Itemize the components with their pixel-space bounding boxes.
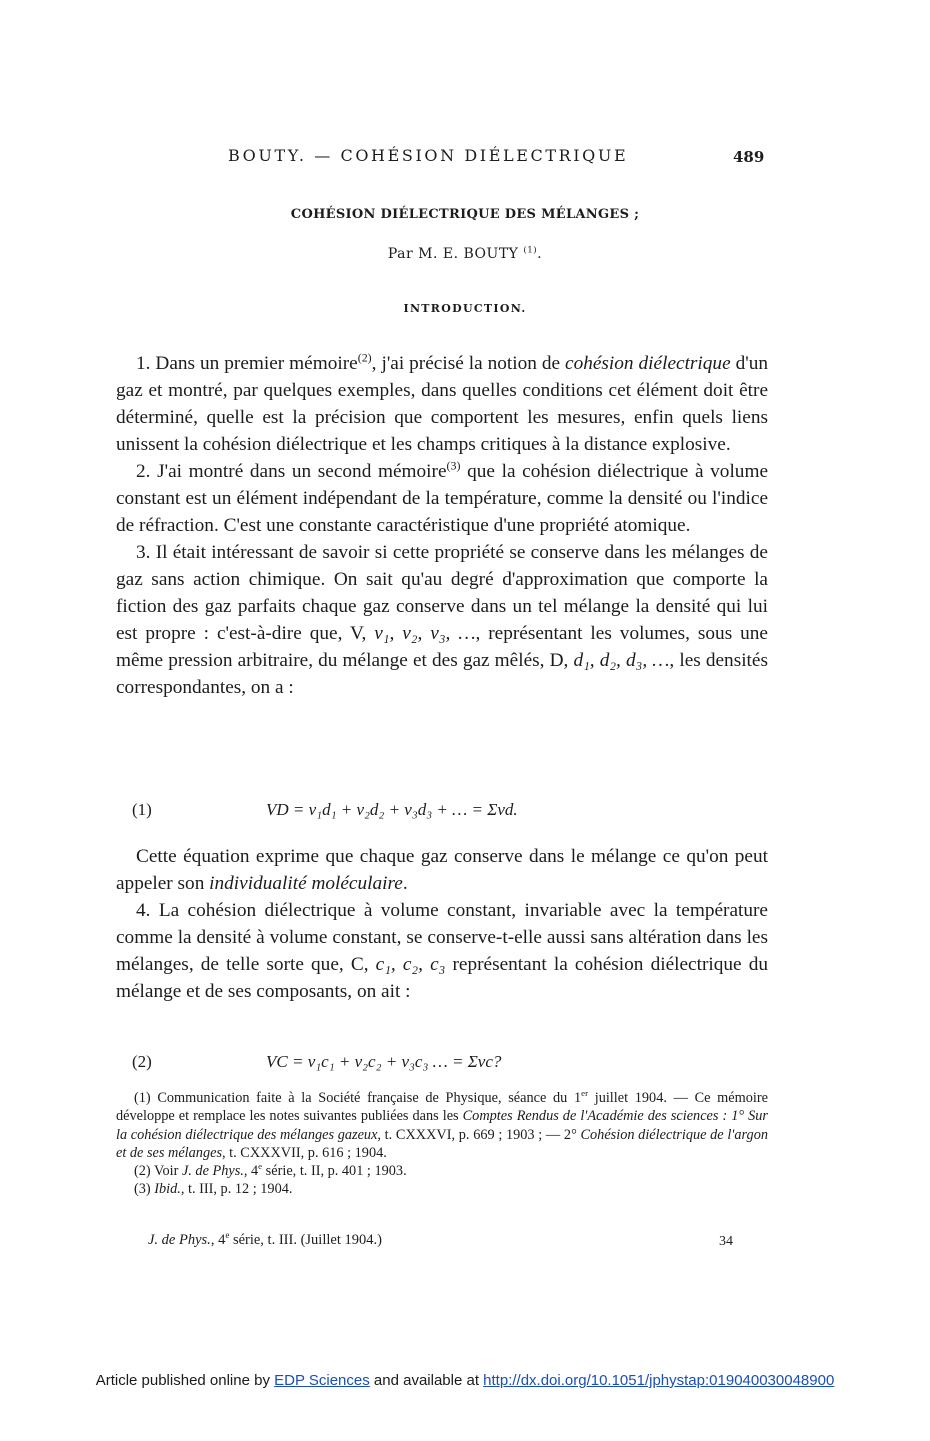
journal-name: J. de Phys. [148,1232,211,1248]
footnotes [116,1089,768,1199]
emphasis-term: cohésion diélectrique [565,353,731,374]
footnote-ref: (2) [357,350,372,365]
body-text-continued [116,843,768,1005]
doi-link[interactable]: http://dx.doi.org/10.1051/jphystap:019040030048900 [483,1372,835,1389]
byline [0,246,930,262]
page-number: 489 [733,148,765,166]
byline-suffix: . [537,246,543,262]
journal-footer: J. de Phys., 4e série, t. III. (Juillet 1904.) [148,1230,382,1248]
byline-footnote-ref: (1) [523,245,538,256]
emphasis-term: individualité moléculaire [209,873,403,894]
footnote-2: (2) Voir J. de Phys., 4e série, t. II, p. 401 ; 1903. [134,1161,407,1180]
edp-sciences-link[interactable]: EDP Sciences [274,1372,370,1389]
cohesion-list: c₁, c₂, c₃ [375,954,446,975]
running-title: BOUTY. — COHÉSION DIÉLECTRIQUE [228,146,629,165]
paragraph-2: 2. J'ai montré dans un second mémoire$^{(3)}$ que la cohésion diélectrique à volume constant est un élément indépendant de la température, comme la densité ou l'indice de réfraction. C'est une constante caractéristique d'une propriété atomique. [116,458,768,536]
footnote-3: (3) Ibid., t. III, p. 12 ; 1904. [134,1181,293,1198]
paragraph-3: 3. Il était intéressant de savoir si cette propriété se conserve dans les mélanges de gaz sans action chimique. On sait qu'au degré d'approximation que comporte la fiction des gaz parfaits chaque gaz conserve dans un tel mélange la densité qui lui est propre : c'est-à-dire que, V, v₁, v₂, v₃, …, représentant les volumes, sous une même pression arbitraire, du mélange et des gaz mêlés, D, d₁, d₂, d₃, …, les densités correspondantes, on a : [116,542,768,698]
volume-list: v₁, v₂, v₃, … [374,623,476,644]
equation-number: (2) [132,1052,152,1071]
equation-formula: VD = v₁d₁ + v₂d₂ + v₃d₃ + … = Σvd. [266,800,518,819]
density-list: d₁, d₂, d₃, … [573,650,670,671]
body-text [116,350,768,701]
equation-number: (1) [132,800,152,819]
publisher-banner: Article published online by EDP Sciences and available at http://dx.doi.org/10.1051/jphystap:019040030048900 [95,1372,835,1389]
sheet-number: 34 [719,1234,733,1249]
article-title: COHÉSION DIÉLECTRIQUE DES MÉLANGES ; [290,207,640,222]
byline-author: Par M. E. BOUTY [387,246,519,262]
equation-formula: VC = v₁c₁ + v₂c₂ + v₃c₃ … = Σvc? [266,1052,502,1071]
paragraph-5: 4. La cohésion diélectrique à volume constant, invariable avec la température comme la densité à volume constant, se conserve-t-elle aussi sans altération dans les mélanges, de telle sorte que, C, c₁, c₂, c₃ représentant la cohésion diélectrique du mélange et de ses composants, on ait : [116,900,768,1002]
section-heading: INTRODUCTION. [403,302,527,315]
paragraph-4: Cette équation exprime que chaque gaz conserve dans le mélange ce qu'on peut appeler son individualité moléculaire. [116,846,768,894]
footnote-1: (1) Communication faite à la Société française de Physique, séance du 1er juillet 1904. — Ce mémoire développe et remplace les notes suivantes publiées dans les Comptes Rendus de l'Académie des sciences : 1° Sur la cohésion diélectrique des mélanges gazeux, t. CXXXVI, p. 669 ; 1903 ; — 2° Cohésion diélectrique de l'argon et de ses mélanges, t. CXXXVII, p. 616 ; 1904. [116,1088,768,1161]
paragraph-1: 1. Dans un premier mémoire$^{(2)}$, j'ai précisé la notion de cohésion diélectrique d'un gaz et montré, par quelques exemples, dans quelles conditions cet élément doit être déterminé, quelle est la précision que comportent les mesures, enfin quels liens unissent la cohésion diélectrique et les champs critiques à la distance explosive. [116,350,768,455]
footnote-ref: (3) [446,458,461,473]
